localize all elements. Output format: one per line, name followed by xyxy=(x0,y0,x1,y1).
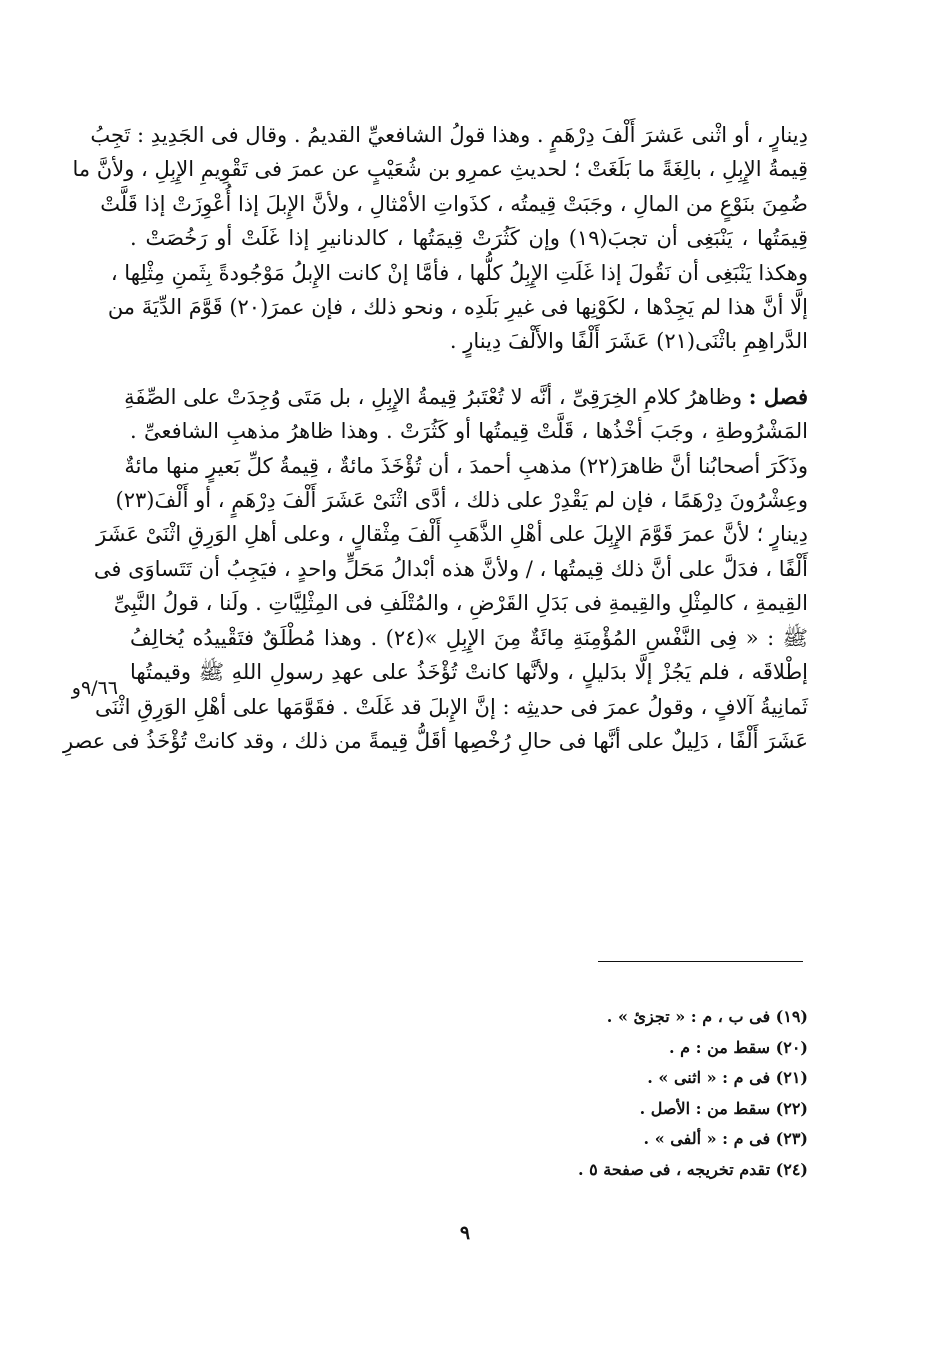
text-line: قِيمَتُها ، يَنْبَغِى أن تجبَ(١٩) وإن كَثُرَتْ قِيمَتُها ، كالدنانيرِ إذا غَلَتْ أو رَخُصَتْ . xyxy=(130,226,808,251)
text-line: وهكذا يَنْبَغِى أن نَقُولَ إذا غَلَتِ الإِبِلُ كلُّها ، فأمَّا إنْ كانت الإِبلُ مَوْجُودةً بِثَمنِ مِثْلِها ، xyxy=(110,260,808,285)
footnote: (٢٠) سقط من : م . xyxy=(668,1037,808,1057)
manuscript-folio-note: ٩/٦٦و xyxy=(71,677,118,699)
paragraph-gap xyxy=(130,359,808,380)
text-line: دِينارٍ ، أو اثْنى عَشرَ أَلْفَ دِرْهَمٍ . وهذا قولُ الشافعيِّ القديمُ . وقال فى الجَدِيدِ : تَجِبُ xyxy=(90,123,808,147)
text-line: القِيمةِ ، كالمِثْلِ والقِيمةِ فى بَدَلِ القَرْضِ ، والمُتْلَفِ فى المِثْلِيَّاتِ . ولَنا ، قولُ النَّبِىِّ xyxy=(113,591,808,616)
text-line: دِينارٍ ؛ لأنَّ عمرَ قَوَّمَ الإِبِلَ على أهْلِ الذَّهَبِ أَلْفَ مِثْقالٍ ، وعلى أهلِ الوَرِقِ اثْنَىْ عَشَرَ xyxy=(96,522,808,547)
section-label: فصل : xyxy=(748,383,808,409)
text-line: ضُمِنَ بنَوْعٍ من المالِ ، وجَبَتْ قِيمتُه ، كذَواتِ الأمْثالِ ، ولأنَّ الإِبلَ إذا أُعْوِزَتْ إذا قَلَّتْ xyxy=(100,191,808,216)
text-span: وظاهرُ كلامِ الخِرَقِىِّ ، أنَّه لا تُعْتَبرُ قِيمةُ الإِبِلِ ، بل مَتَى وُجِدَتْ على الصِّفَةِ xyxy=(124,384,743,409)
text-line: أَلْفًا ، فدَلَّ على أنَّ ذلك قِيمتُها ، / ولأنَّ هذه أبْدالُ مَحَلٍّ واحدٍ ، فيَجِبُ أن تَتَساوَى فى xyxy=(93,556,808,581)
footnote: (١٩) فى ب ، م : « تجزئ » . xyxy=(606,1007,808,1026)
text-line: إلَّا أنَّ هذا لم يَجِدْها ، لكَوْنِها فى غيرِ بَلَدِه ، ونحو ذلك ، فإن عمرَ(٢٠) قَوَّمَ الدِّيَةَ من xyxy=(107,295,808,320)
footnotes-block xyxy=(408,1002,808,1186)
text-line: المَشْرُوطةِ ، وجَبَ أخْذُها ، قَلَّتْ قِيمتُها أو كَثُرَتْ . وهذا ظاهرُ مذهبِ الشافعىِّ . xyxy=(130,419,808,444)
text-line: إطْلاقَه ، فلم يَجُزْ إلَّا بدَليلٍ ، ولأنَّها كانتْ تُؤْخَذُ على عهدِ رسولِ اللهِ ﷺ وقيمتُها xyxy=(130,660,808,685)
footnote: (٢٢) سقط من : الأصل . xyxy=(639,1098,808,1118)
text-line: وعِشْرُونَ دِرْهَمًا ، فإن لم يَقْدِرْ على ذلك ، أدَّى اثْنَىْ عَشَرَ أَلْفَ دِرْهَمٍ ، أو أَلْفَ(٢٣) xyxy=(115,488,808,513)
text-line: ﷺ : « فِى النَّفْسِ المُؤْمِنَةِ مِائَةٌ مِنَ الإِبِلِ »(٢٤) . وهذا مُطْلَقٌ فتَقْييدُه يُخالِفُ xyxy=(130,625,808,650)
text-line: عَشَرَ أَلْفًا ، دَلِيلٌ على أنَّها فى حالِ رُخْصِها أقَلُّ قِيمةً من ذلك ، وقد كانتْ تُؤْخَذُ فى عصرِ xyxy=(62,728,808,753)
page-number: ٩ xyxy=(459,1222,471,1244)
footnote: (٢٤) تقدم تخريجه ، فى صفحة ٥ . xyxy=(577,1159,808,1179)
text-line: وذَكَرَ أصحابُنا أنَّ ظاهرَ(٢٢) مذهبِ أحمدَ ، أن تُؤْخَذَ مائةٌ ، قِيمةُ كلِّ بَعيرٍ منها مائةٌ xyxy=(124,453,808,478)
text-line: ثَمانِيةُ آلافٍ ، وقولُ عمرَ فى حديثِه : إنَّ الإِبلَ قد غَلَتْ . فقَوَّمَها على أهْلِ الوَرِقِ اثْنَى xyxy=(94,694,808,719)
section-first-line xyxy=(124,380,808,414)
footnote: (٢١) فى م : « اثنى » . xyxy=(647,1068,808,1088)
text-line: الدَّراهِمِ باثْنَى(٢١) عَشَرَ أَلْفًا والأَلْفَ دِينارٍ . xyxy=(449,329,808,354)
footnote: (٢٣) فى م : « ألفى » . xyxy=(643,1129,808,1149)
text-line: قِيمةُ الإِبِلِ ، بالِغَةً ما بَلَغَتْ ؛ لحديثِ عمرِو بن شُعَيْبٍ عن عمرَ فى تَقْوِيمِ الإِبِلِ ، ولأنَّ ما xyxy=(72,157,808,182)
footnote-separator xyxy=(598,961,803,962)
